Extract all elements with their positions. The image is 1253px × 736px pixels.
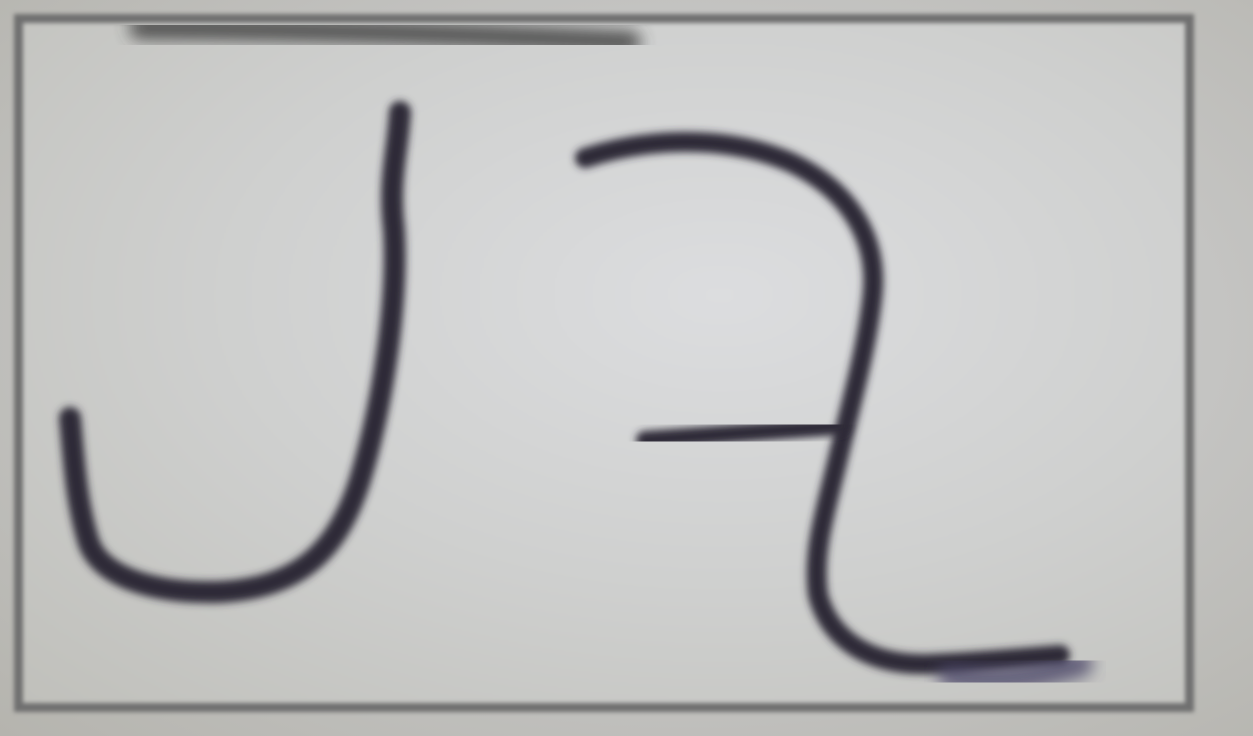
- top-smudge-mark: [140, 28, 630, 42]
- ink-smudge: [950, 664, 1080, 679]
- numeral-2-crossbar: [645, 426, 840, 440]
- handwritten-numeral-2: [585, 142, 1080, 679]
- handwritten-letter-j: [70, 112, 400, 592]
